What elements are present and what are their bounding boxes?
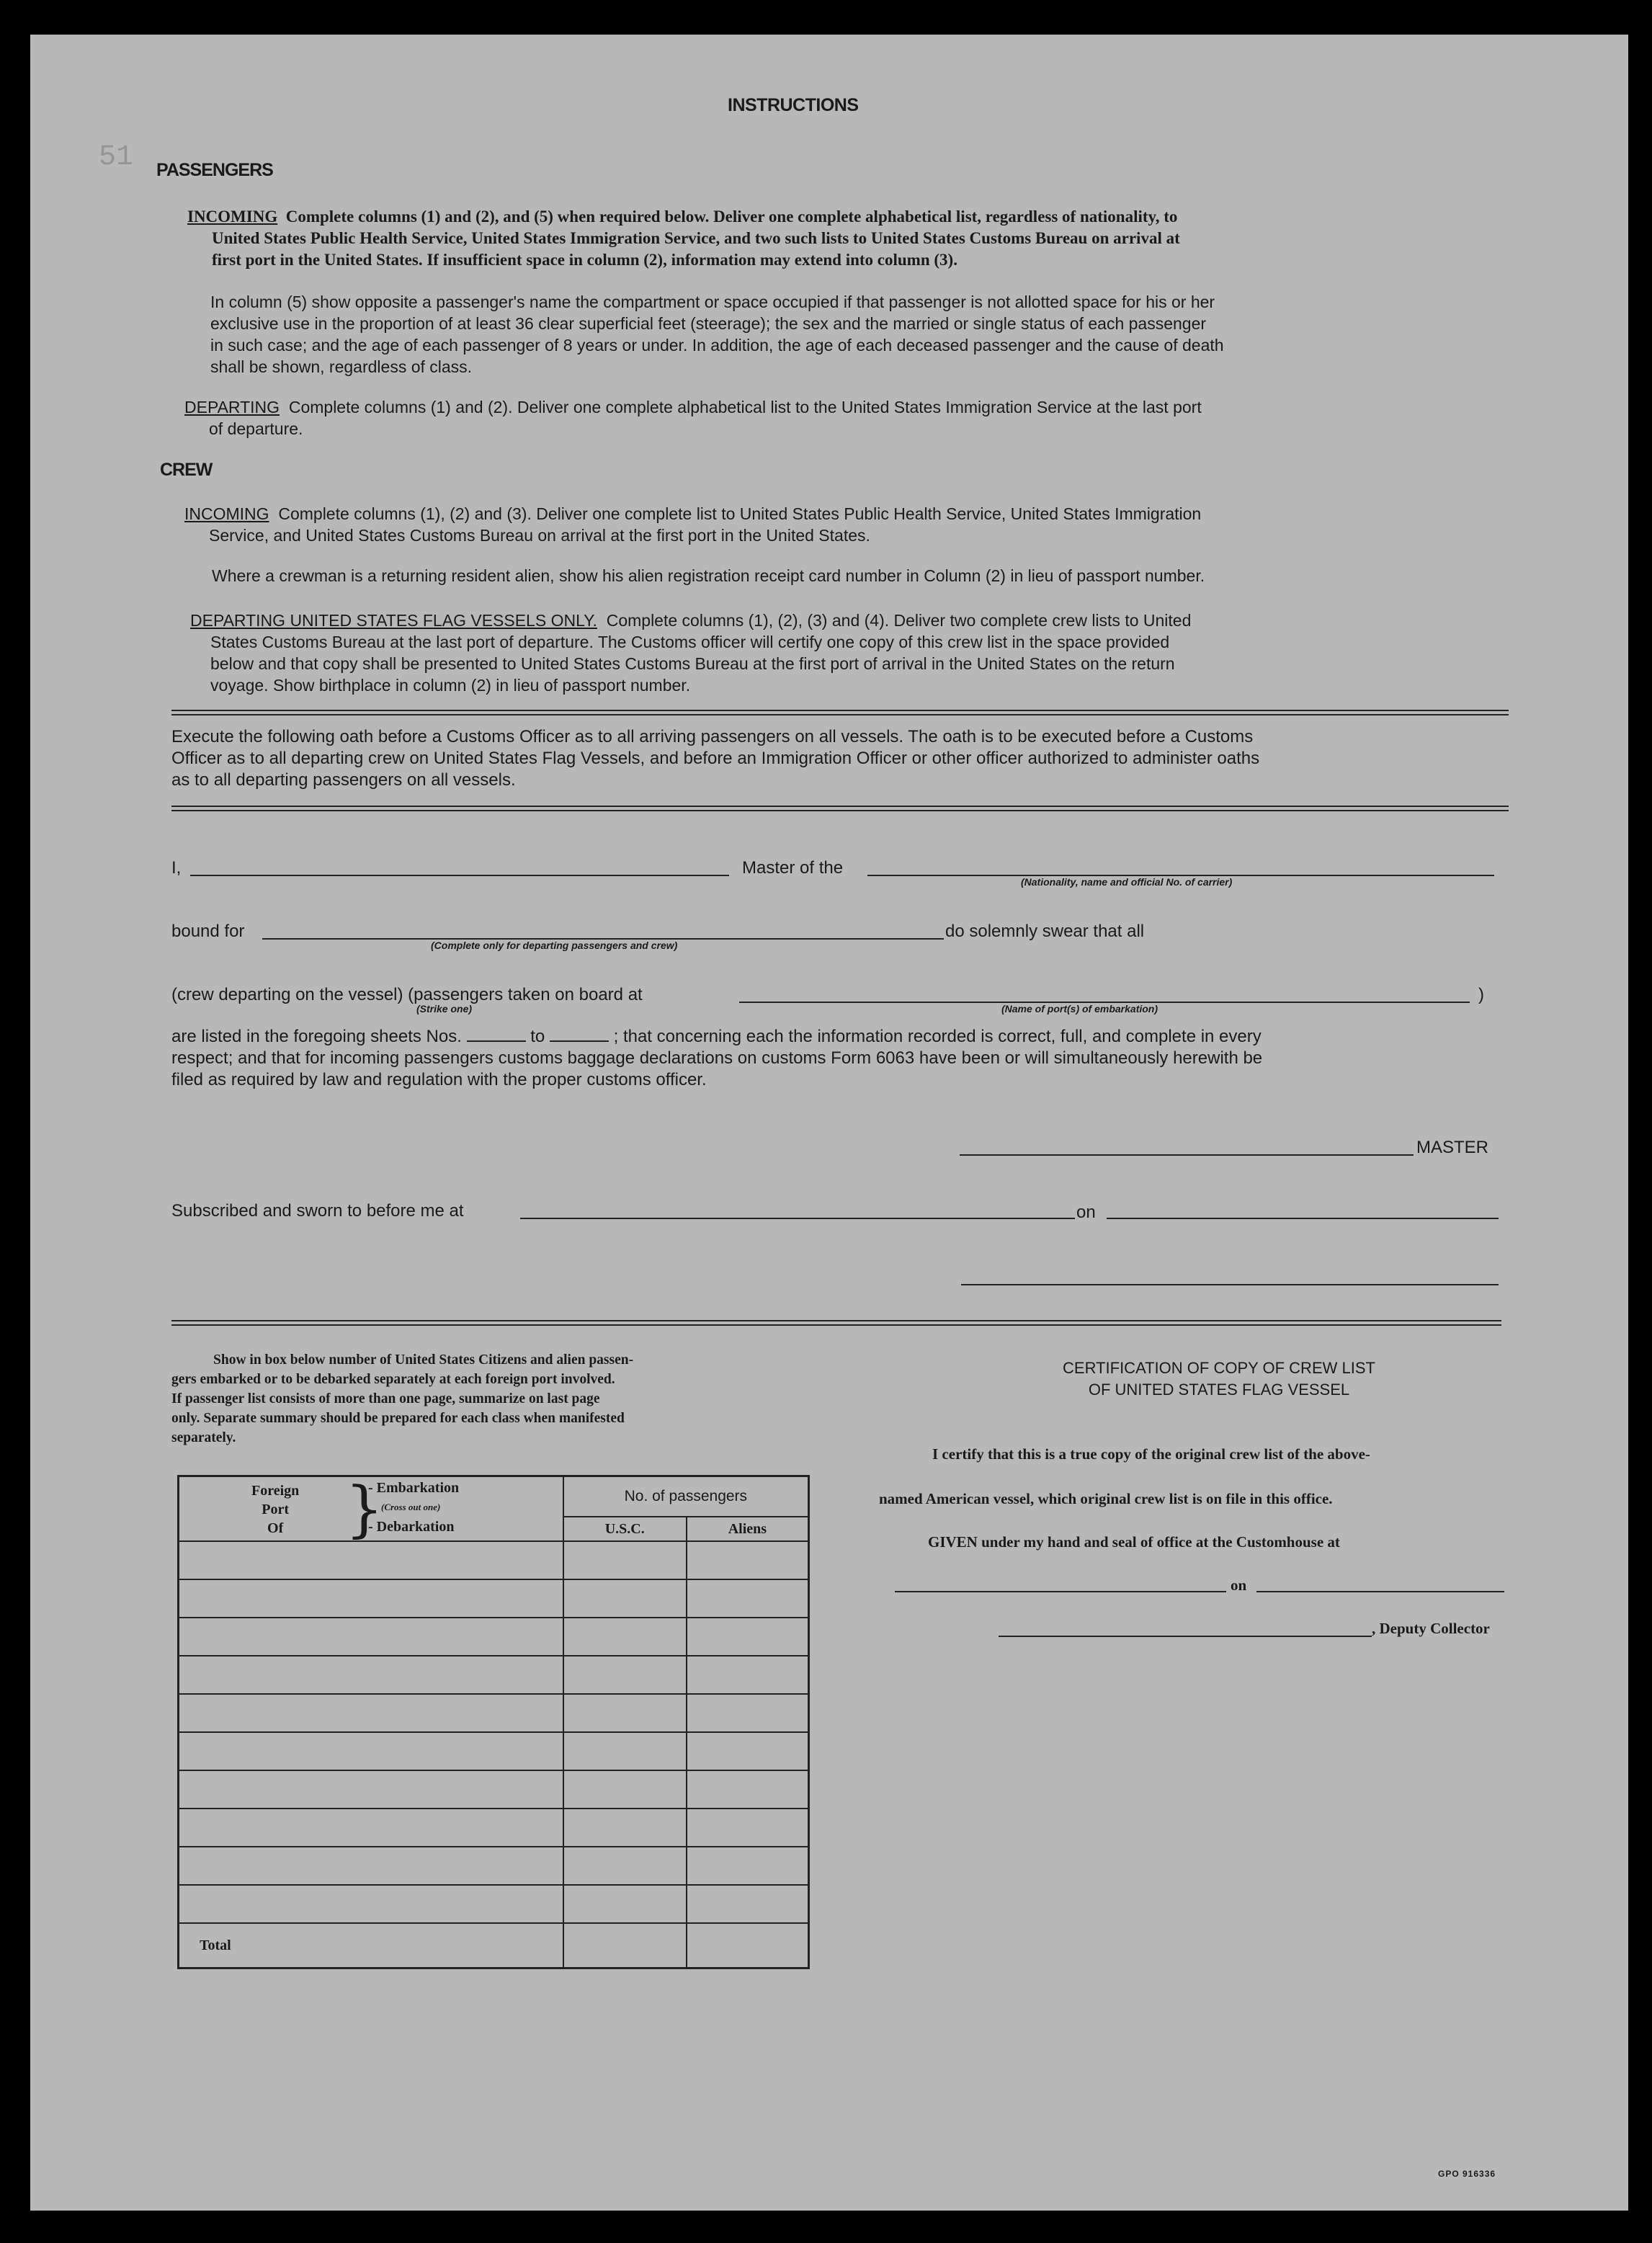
- col5-line-2: exclusive use in the proportion of at least 36 clear superficial feet (steerage); the sex and the married or single status of each passenger: [210, 314, 1207, 333]
- summary-line-1: Show in box below number of United States Citizens and alien passen-: [213, 1352, 634, 1368]
- summary-line-2: gers embarked or to be debarked separately at each foreign port involved.: [171, 1372, 615, 1387]
- foreign-label: Foreign: [251, 1483, 300, 1499]
- oath-listed-to: to: [530, 1027, 545, 1046]
- summary-body: [179, 1541, 809, 1923]
- table-row: [179, 1809, 809, 1847]
- nationality-note: (Nationality, name and official No. of carrier): [1021, 876, 1233, 888]
- port-cell[interactable]: [179, 1541, 563, 1579]
- crew-departing-line-2: States Customs Bureau at the last port of departure. The Customs officer will certify one copy of this crew list in the space provided: [210, 633, 1170, 651]
- debarkation-label: - Debarkation: [368, 1519, 455, 1535]
- crew-departing-line-1: Complete columns (1), (2), (3) and (4). Deliver two complete crew lists to United: [606, 611, 1192, 630]
- total-usc-cell[interactable]: [563, 1923, 687, 1968]
- summary-line-5: separately.: [171, 1430, 236, 1445]
- col5-line-1: In column (5) show opposite a passenger's name the compartment or space occupied if that passenger is not allotted space for his or her: [210, 293, 1215, 311]
- oath-listed-b: ; that concerning each the information recorded is correct, full, and complete in every: [613, 1027, 1262, 1046]
- strike-one-note: (Strike one): [416, 1003, 473, 1015]
- port-label: Port: [262, 1502, 290, 1517]
- table-row: [179, 1847, 809, 1885]
- oath-listed-line: [171, 1026, 1519, 1048]
- aliens-cell[interactable]: [687, 1847, 809, 1885]
- sheet-to-field[interactable]: [550, 1026, 609, 1042]
- table-row: [179, 1541, 809, 1579]
- ports-note: (Name of port(s) of embarkation): [1001, 1003, 1158, 1015]
- oath-filed-line: filed as required by law and regulation with the proper customs officer.: [171, 1070, 707, 1089]
- col5-line-3: in such case; and the age of each passenger of 8 years or under. In addition, the age of each deceased passenger and the cause of death: [210, 336, 1224, 354]
- usc-cell[interactable]: [563, 1694, 687, 1732]
- summary-line-3: If passenger list consists of more than one page, summarize on last page: [171, 1391, 600, 1406]
- crew-resident-alien-note: Where a crewman is a returning resident alien, show his alien registration receipt card number in Column (2) in lieu of passport number.: [212, 566, 1205, 585]
- passengers-departing-block: [184, 396, 1517, 440]
- master-signature-field[interactable]: [960, 1154, 1414, 1156]
- crew-incoming-line-2: Service, and United States Customs Bureau on arrival at the first port in the United States.: [209, 526, 870, 545]
- customhouse-field[interactable]: [895, 1591, 1226, 1592]
- sheet-from-field[interactable]: [467, 1026, 526, 1042]
- oath-master-of-the: Master of the: [742, 858, 844, 878]
- brace-icon: }: [345, 1473, 384, 1544]
- aliens-header: Aliens: [687, 1517, 809, 1541]
- aliens-cell[interactable]: [687, 1541, 809, 1579]
- table-row: [179, 1770, 809, 1809]
- passengers-incoming-line-3: first port in the United States. If insufficient space in column (2), information may extend into column (3).: [212, 251, 957, 269]
- complete-only-note: (Complete only for departing passengers and crew): [431, 940, 678, 951]
- divider-rule: [171, 1320, 1501, 1321]
- port-cell[interactable]: [179, 1809, 563, 1847]
- bleed-through-text: 51: [99, 141, 134, 174]
- usc-cell[interactable]: [563, 1618, 687, 1656]
- port-cell[interactable]: [179, 1732, 563, 1770]
- oath-instructions-line-1: Execute the following oath before a Customs Officer as to all arriving passengers on all vessels. The oath is to be executed before a Customs: [171, 727, 1254, 746]
- oath-instructions-line-3: as to all departing passengers on all vessels.: [171, 770, 516, 790]
- sworn-place-field[interactable]: [520, 1218, 1075, 1219]
- oath-close-paren: ): [1478, 985, 1484, 1004]
- oath-bound-for: bound for: [171, 922, 245, 941]
- aliens-cell[interactable]: [687, 1809, 809, 1847]
- table-row: [179, 1618, 809, 1656]
- crew-incoming-line-1: Complete columns (1), (2) and (3). Deliver one complete list to United States Public Health Service, United States Immigration: [278, 504, 1202, 523]
- table-row: [179, 1885, 809, 1923]
- crew-departing-block: [190, 610, 1523, 696]
- table-row: [179, 1732, 809, 1770]
- passengers-incoming-line-1: [187, 206, 1520, 228]
- table-total-row: [179, 1923, 809, 1968]
- oath-swear: do solemnly swear that all: [945, 922, 1145, 941]
- page-title: INSTRUCTIONS: [728, 95, 859, 115]
- passengers-incoming-line-2: United States Public Health Service, United States Immigration Service, and two such lists to United States Customs Bureau on arrival at: [212, 229, 1180, 247]
- crew-heading: CREW: [160, 460, 213, 480]
- crew-incoming-label: INCOMING: [184, 504, 269, 523]
- oath-listed-a: are listed in the foregoing sheets Nos.: [171, 1027, 462, 1046]
- divider-rule: [171, 810, 1509, 811]
- passengers-heading: PASSENGERS: [156, 160, 273, 180]
- embarkation-label: - Embarkation: [368, 1480, 460, 1496]
- passengers-departing-line-2: of departure.: [209, 419, 303, 438]
- usc-cell[interactable]: [563, 1732, 687, 1770]
- summary-instructions: [171, 1350, 841, 1448]
- aliens-cell[interactable]: [687, 1579, 809, 1618]
- oath-respect-line: respect; and that for incoming passengers customs baggage declarations on customs Form 6063 have been or will simultaneously herewith be: [171, 1048, 1263, 1068]
- usc-cell[interactable]: [563, 1885, 687, 1923]
- summary-line-4: only. Separate summary should be prepared for each class when manifested: [171, 1411, 625, 1426]
- certification-line-1: I certify that this is a true copy of the original crew list of the above-: [932, 1445, 1370, 1463]
- certification-date-field[interactable]: [1256, 1591, 1504, 1592]
- aliens-cell[interactable]: [687, 1885, 809, 1923]
- divider-rule: [171, 714, 1509, 715]
- table-row: [179, 1579, 809, 1618]
- certification-heading-2: OF UNITED STATES FLAG VESSEL: [1088, 1381, 1350, 1399]
- port-cell[interactable]: [179, 1579, 563, 1618]
- divider-rule: [171, 710, 1509, 711]
- certification-line-2: named American vessel, which original crew list is on file in this office.: [879, 1490, 1333, 1507]
- certification-on-label: on: [1231, 1577, 1247, 1594]
- usc-cell[interactable]: [563, 1656, 687, 1694]
- table-header-row: [179, 1476, 809, 1517]
- certification-heading-1: CERTIFICATION OF COPY OF CREW LIST: [1063, 1359, 1375, 1377]
- aliens-cell[interactable]: [687, 1694, 809, 1732]
- master-name-field[interactable]: [190, 875, 729, 876]
- aliens-cell[interactable]: [687, 1732, 809, 1770]
- oath-i-label: I,: [171, 858, 182, 878]
- crew-departing-line-3: below and that copy shall be presented to United States Customs Bureau at the first port of arrival in the United States on the return: [210, 654, 1175, 673]
- table-row: [179, 1656, 809, 1694]
- sworn-date-field[interactable]: [1107, 1218, 1499, 1219]
- certification-line-3: GIVEN under my hand and seal of office at the Customhouse at: [928, 1533, 1340, 1551]
- port-cell[interactable]: [179, 1694, 563, 1732]
- usc-cell[interactable]: [563, 1809, 687, 1847]
- port-cell[interactable]: [179, 1656, 563, 1694]
- officer-signature-field[interactable]: [961, 1284, 1499, 1285]
- cross-out-label: (Cross out one): [381, 1502, 441, 1512]
- passengers-departing-line-1: Complete columns (1) and (2). Deliver one complete alphabetical list to the United States Immigration Service at the last port: [288, 398, 1202, 416]
- passengers-incoming-text-1: Complete columns (1) and (2), and (5) when required below. Deliver one complete alphabetical list, regardless of nationality, to: [285, 208, 1178, 226]
- total-label: Total: [179, 1923, 563, 1968]
- usc-cell[interactable]: [563, 1770, 687, 1809]
- port-cell[interactable]: [179, 1770, 563, 1809]
- port-cell[interactable]: [179, 1847, 563, 1885]
- passengers-col5-block: [210, 291, 1543, 378]
- foreign-port-header: [179, 1473, 563, 1544]
- deputy-collector-signature-field[interactable]: [999, 1636, 1372, 1637]
- usc-cell[interactable]: [563, 1579, 687, 1618]
- port-cell[interactable]: [179, 1885, 563, 1923]
- crew-departing-label: DEPARTING UNITED STATES FLAG VESSELS ONLY.: [190, 611, 597, 630]
- no-of-passengers-header: No. of passengers: [563, 1476, 809, 1517]
- oath-instructions: [171, 726, 1519, 791]
- table-row: [179, 1694, 809, 1732]
- passenger-summary-table: [177, 1475, 810, 1969]
- gpo-number: GPO 916336: [1438, 2169, 1496, 2179]
- passengers-departing-label: DEPARTING: [184, 398, 280, 416]
- passengers-incoming-label: INCOMING: [187, 208, 278, 226]
- oath-instructions-line-2: Officer as to all departing crew on United States Flag Vessels, and before an Immigration Officer or other officer authorized to administer oaths: [171, 749, 1260, 768]
- certification-heading: [945, 1357, 1493, 1401]
- aliens-cell[interactable]: [687, 1770, 809, 1809]
- port-cell[interactable]: [179, 1618, 563, 1656]
- usc-cell[interactable]: [563, 1541, 687, 1579]
- sworn-on-label: on: [1076, 1203, 1096, 1222]
- divider-rule: [171, 806, 1509, 807]
- deputy-collector-label: , Deputy Collector: [1372, 1620, 1490, 1637]
- col5-line-4: shall be shown, regardless of class.: [210, 357, 473, 376]
- subscribed-label: Subscribed and sworn to before me at: [171, 1201, 464, 1221]
- divider-rule: [171, 1324, 1501, 1326]
- aliens-cell[interactable]: [687, 1656, 809, 1694]
- usc-header: U.S.C.: [563, 1517, 687, 1541]
- form-sheet: [30, 35, 1628, 2211]
- master-label: MASTER: [1416, 1138, 1489, 1157]
- oath-crew-passengers: (crew departing on the vessel) (passengers taken on board at: [171, 985, 643, 1004]
- crew-incoming-block: [184, 503, 1517, 546]
- usc-cell[interactable]: [563, 1847, 687, 1885]
- passengers-incoming-block: [187, 206, 1520, 271]
- aliens-cell[interactable]: [687, 1618, 809, 1656]
- crew-departing-line-4: voyage. Show birthplace in column (2) in lieu of passport number.: [210, 676, 691, 695]
- of-label: Of: [267, 1520, 284, 1536]
- total-aliens-cell[interactable]: [687, 1923, 809, 1968]
